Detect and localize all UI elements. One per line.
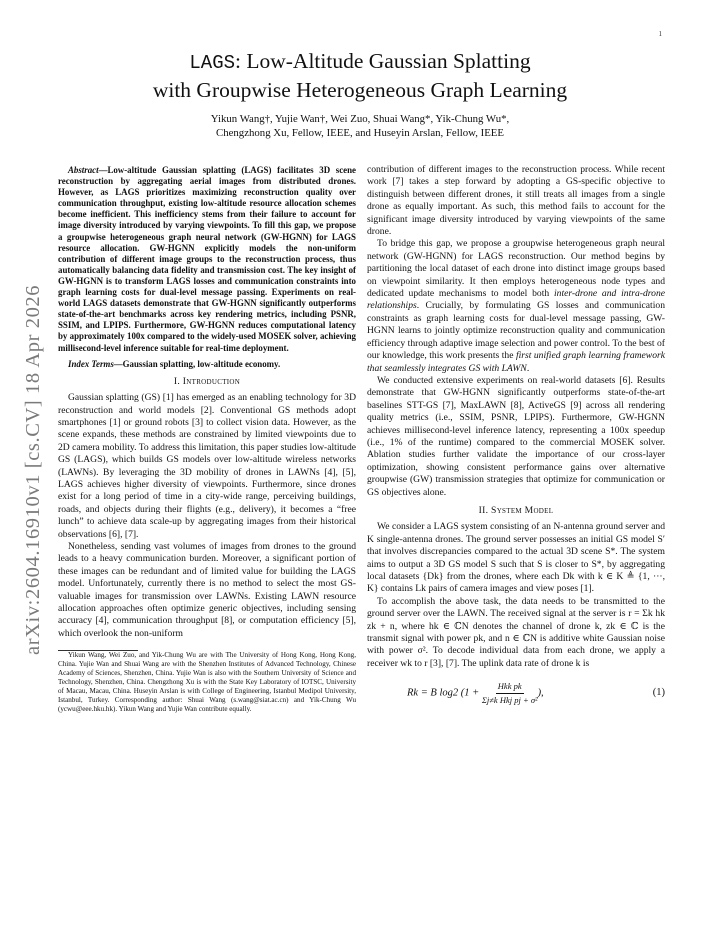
section-heading-system-model: II. System Model — [478, 504, 554, 516]
title-line2: with Groupwise Heterogeneous Graph Learning — [152, 78, 568, 102]
equation-lhs: Rk = B log2 — [407, 687, 459, 699]
intro-paragraph-2: Nonetheless, sending vast volumes of images from drones to the ground leads to a heavy communication burden. Moreover, a significant portion of these images can be redundant and of limited value for building the LAGS model. Unfortunately, currently there is no method to select the most GS-valuable images for transmission over LAWNs. Existing LAWN resource allocation approaches often optimize generic objectives, including sensing accuracy [4], communication throughput [8], or computation efficiency [5], which overlook the non-uniform — [58, 540, 356, 639]
abstract-label: Abstract — [68, 165, 99, 175]
system-paragraph-1: We consider a LAGS system consisting of an N-antenna ground server and K single-antenna drones. The ground server possesses an initial GS model S′ that involves discrepancies compared to the actual 3D scene S*. The system aims to output a 3D GS model S such that S is closer to S*, by aggregating local datasets {Dk} from the drones, where each Dk with k ∈ K ≜ {1, ···, K} contains Lk pairs of camera images and view poses [1]. — [367, 521, 665, 595]
intro-paragraph-1: Gaussian splatting (GS) [1] has emerged as an enabling technology for 3D reconstruction and world models [2]. Conventional GS methods adopt smartphones [1] or ground robots [3] to collect vision data. However, as the scene expands, these methods are constrained by limited viewpoints due to 2D camera mobility. To address this limitation, this paper studies low-altitude GS (LAGS), which builds GS models over low-altitude wireless networks (LAWNs). By leveraging the 3D mobility of drones in LAWNs [4], [5], LAGS achieves higher diversity of viewpoints. Furthermore, since drones exist for a long period of time in a city-wide range, perceiving buildings, roads, and objects during their flights (e.g., delivery), it becomes a “free lunch” to achieve data scale-up by aggregating images from their historical observations [6], [7]. — [58, 392, 357, 540]
index-terms — [58, 359, 356, 370]
title-line1: : Low-Altitude Gaussian Splatting — [235, 49, 531, 73]
intro-paragraph-4 — [367, 238, 665, 374]
title-block — [60, 48, 660, 140]
right-column — [367, 164, 665, 706]
author-list — [60, 112, 660, 140]
section-heading-introduction: I. Introduction — [173, 375, 241, 387]
system-paragraph-2: To accomplish the above task, the data needs to be transmitted to the ground server over the LAWN. The received signal at the server is r = Σk hk zk + n, where hk ∈ ℂN denotes the channel of drone k, zk ∈ ℂ is the transmit signal with power pk, and n ∈ ℂN is additive white Gaussian noise with power σ². To decode individual data from each drone, we apply a receiver wk to r [3], [7]. The uplink data rate of drone k is — [367, 595, 665, 669]
left-column — [58, 165, 356, 714]
title-prefix: LAGS — [189, 52, 235, 74]
authors-line2: Chengzhong Xu, Fellow, IEEE, and Huseyin Arslan, Fellow, IEEE — [216, 127, 504, 139]
contribution-emphasis-1: inter-drone and intra-drone relationships — [367, 288, 665, 312]
intro-paragraph-3: contribution of different images to the reconstruction process. While recent work [7] takes a step forward by adopting a GS-specific objective to distinguish between different drones, it still treats all images from a single drone as equally important. As such, this method fails to account for the significant image diversity introduced by varying viewpoints of the same drone. — [367, 164, 665, 238]
contribution-emphasis-2: first unified graph learning framework that seamlessly integrates GS with LAWN — [367, 350, 665, 374]
equation-number: (1) — [652, 686, 665, 698]
contribution-text-b: . Crucially, by formulating GS losses and communication constraints as graph learning costs for dual-level message passing, GW-HGNN learns to jointly optimize reconstruction quality and communication efficiency through adaptive image selection and power control. To the best of our knowledge, this work presents the — [367, 300, 665, 362]
index-terms-label: Index Terms — [68, 358, 114, 369]
affiliation-footnote: Yikun Wang, Wei Zuo, and Yik-Chung Wu are with The University of Hong Kong, Hong Kong, China. Yujie Wan and Shuai Wang are with the Shenzhen Institutes of Advanced Technology, Chinese Academy of Sciences, Shenzhen, China. Yujie Wan is also with the Southern University of Science and Technology, Shenzhen, China. Chengzhong Xu is with the State Key Laboratory of IOTSC, University of Macau, Macau, China. Huseyin Arslan is with College of Engineering, Istanbul Medipol University, Istanbul, Turkey. Corresponding author: Shuai Wang (s.wang@siat.ac.cn) and Yik-Chung Wu (ycwu@eee.hku.hk). Yikun Wang and Yujie Wan contribute equally. — [58, 651, 356, 713]
arxiv-stamp: arXiv:2604.16910v1 [cs.CV] 18 Apr 2026 — [22, 284, 44, 655]
abstract-text: —Low-altitude Gaussian splatting (LAGS) facilitates 3D scene reconstruction by aggregating aerial images from distributed drones. However, as LAGS prioritizes maximizing reconstruction quality over communication throughput, existing low-altitude resource allocation schemes become inefficient. This inefficiency stems from their failure to account for image diversity introduced by varying viewpoints. To fill this gap, we propose a groupwise heterogeneous graph neural network (GW-HGNN) for LAGS resource allocation. GW-HGNN explicitly models the non-uniform contribution of different image groups to the reconstruction process, thus automatically balancing data fidelity and transmission cost. The key insight of GW-HGNN is to transform LAGS losses and communication constraints into graph learning costs for dual-level message passing. Experiments on real-world LAGS datasets demonstrate that GW-HGNN significantly outperforms state-of-the-art benchmarks across key rendering metrics, including PSNR, SSIM, and LPIPS. Furthermore, GW-HGNN reduces computational latency by approximately 100x compared to the widely-used MOSEK solver, achieving millisecond-level inference suitable for real-time deployment. — [58, 165, 356, 353]
equation-fraction — [482, 680, 538, 706]
equation-body: Rk = B log2 (1 + $\frac{\text{Hkk pk}}{\text{Σj≠k Hkj pj + σ²}}$ ), — [407, 681, 544, 705]
intro-paragraph-5: We conducted extensive experiments on real-world datasets [6]. Results demonstrate that GW-HGNN significantly outperforms state-of-the-art baselines STT-GS [7], MaxLAWN [8], ActiveGS [9] across all rendering quality metrics (i.e., SSIM, PSNR, LPIPS). Furthermore, GW-HGNN achieves millisecond-level inference latency, representing a 100x speedup (i.e., 1% of the runtime) compared to the commercial MOSEK solver. Ablation studies further validate the importance of our cross-layer optimization, showing consistent performance gains over alternative groupwise (GW) transmission strategies that optimize for communication or GS objectives alone. — [367, 374, 665, 498]
paper-title — [60, 48, 660, 104]
equation-denominator: Σj≠k Hkj pj + σ² — [481, 694, 538, 705]
equation-1 — [367, 680, 665, 706]
contribution-text-c: . — [526, 362, 530, 374]
index-terms-text: —Gaussian splatting, low-altitude economy. — [113, 358, 281, 369]
abstract — [58, 165, 356, 354]
authors-line1: Yikun Wang†, Yujie Wan†, Wei Zuo, Shuai Wang*, Yik-Chung Wu*, — [210, 113, 510, 125]
page-number: 1 — [658, 30, 662, 38]
contribution-text-a: To bridge this gap, we propose a groupwise heterogeneous graph neural network (GW-HGNN) for LAGS reconstruction. Our method begins by partitioning the local dataset of each drone into distinct image groups based on viewpoint similarity. It then employs heterogeneous node types and dedicated update mechanisms to model both — [367, 238, 665, 300]
equation-numerator: Hkk pk — [496, 680, 524, 693]
